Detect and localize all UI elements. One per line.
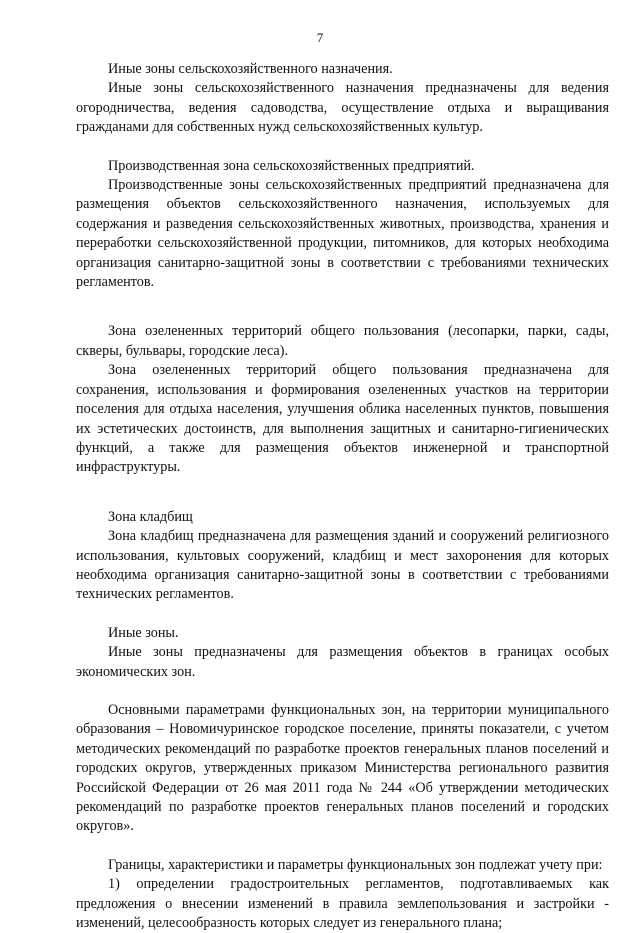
- paragraph-agricultural-production-zone: Производственные зоны сельскохозяйственных предприятий предназначена для размещения объектов сельскохозяйственного назначения, используемых для содержания и разведения сельскохозяйственных животных, производства, хранения и переработки сельскохозяйственной продукции, питомников, для которых необходима организация санитарно-защитной зоны в соответствии с требованиями технических регламентов.: [76, 177, 609, 291]
- heading-other-agricultural-zones: Иные зоны сельскохозяйственного назначения.: [108, 61, 393, 77]
- spacer: [76, 682, 609, 701]
- paragraph-cemetery-zone: Зона кладбищ предназначена для размещения зданий и сооружений религиозного использования, культовых сооружений, кладбищ и мест захоронения для которых необходима организация санитарно-защитной зоны в соответствии с требованиями технических регламентов.: [76, 528, 609, 603]
- paragraph-green-areas-zone: Зона озелененных территорий общего пользования предназначена для сохранения, использования и формирования озелененных участков на территории поселения для отдыха населения, улучшения облика населенных пунктов, повышения их эстетических достоинств, для выполнения защитных и санитарно-гигиенических функций, а также для размещения объектов инженерной и транспортной инфраструктуры.: [76, 362, 609, 476]
- paragraph-other-agricultural-zones: Иные зоны сельскохозяйственного назначения предназначены для ведения огородничества, ведения садоводства, осуществление отдыха и выращивания гражданами для собственных нужд сельскохозяйственных культур.: [76, 80, 609, 136]
- spacer: [76, 478, 609, 508]
- spacer: [76, 605, 609, 624]
- list-item-1: 1) определении градостроительных регламентов, подготавливаемых как предложения о внесении изменений в правила землепользования и застройки - изменений, целесообразность которых следует из генерального плана;: [76, 876, 609, 932]
- heading-cemetery-zone: Зона кладбищ: [108, 508, 193, 525]
- spacer: [76, 292, 609, 322]
- paragraph-boundaries: Границы, характеристики и параметры функциональных зон подлежат учету при:: [108, 856, 603, 873]
- heading-green-areas-zone: Зона озелененных территорий общего пользования (лесопарки, парки, сады, скверы, бульвары, городские леса).: [76, 323, 609, 359]
- heading-other-zones: Иные зоны.: [108, 624, 179, 641]
- document-body: [76, 60, 609, 933]
- spacer: [76, 138, 609, 157]
- spacer: [76, 837, 609, 856]
- page-number: 7: [316, 30, 324, 45]
- paragraph-other-zones: Иные зоны предназначены для размещения объектов в границах особых экономических зон.: [76, 644, 609, 680]
- heading-agricultural-production-zone: Производственная зона сельскохозяйственных предприятий.: [108, 157, 475, 174]
- paragraph-main-parameters: Основными параметрами функциональных зон, на территории муниципального образования – Новомичуринское городское поселение, приняты показатели, с учетом методических рекомендаций по разработке проектов генеральных планов поселений и городских округов, утвержденных приказом Министерства регионального развития Российской Федерации от 26 мая 2011 года № 244 «Об утверждении методических рекомендаций по разработке проектов генеральных планов поселений и городских округов».: [76, 701, 609, 835]
